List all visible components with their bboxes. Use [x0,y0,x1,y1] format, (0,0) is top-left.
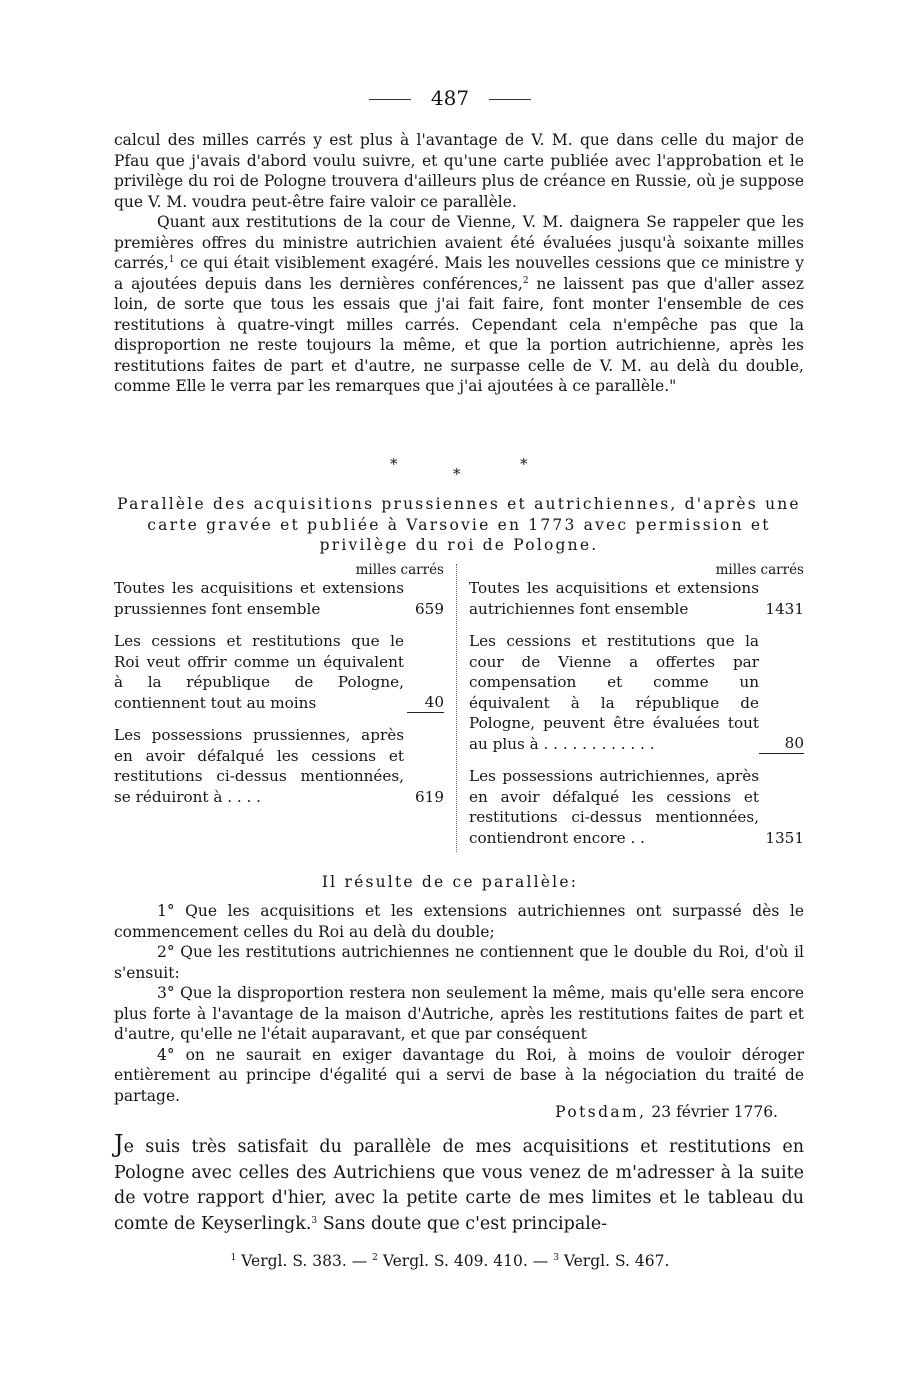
section-stars [0,455,900,483]
date: 23 février 1776. [651,1103,778,1121]
star-center: * [453,465,461,483]
prussian-column [114,562,444,816]
table-row: Toutes les acquisitions et extensions autrichiennes font ensemble 1431 [469,579,804,618]
header-rule-right [489,99,531,100]
parallel-title: Parallèle des acquisitions prussiennes et autrichiennes, d'après une carte gravée et publiée à Varsovie en 1773 avec permission et privilège du roi de Pologne. [117,495,801,554]
row-value: 619 [415,787,444,806]
column-divider [456,564,457,852]
unit-label: milles carrés [715,562,804,578]
footnote-ref-3: 3 [311,1215,318,1226]
page-number: 487 [430,86,470,110]
table-row: Toutes les acquisitions et extensions prussiennes font ensemble 659 [114,579,444,618]
star-right: * [520,455,528,473]
table-row: Les possessions autrichiennes, après en avoir défalqué les cessions et restitutions ci-dessus mentionnées, contiendront encore . . 1351 [469,767,804,847]
footnote-3: Vergl. S. 467. [563,1252,670,1270]
conclusion-item: 3° Que la disproportion restera non seulement la même, mais qu'elle sera encore plus forte à l'avantage de la maison d'Autriche, après les restitutions faites de part et d'autre, qu'elle ne l'était auparavant, et que par conséquent [114,984,804,1043]
footnote-separator: — [532,1252,549,1270]
place-date-line [114,1103,778,1121]
footnote-2: Vergl. S. 409. 410. [382,1252,528,1270]
row-value: 40 [407,692,444,714]
unit-label: milles carrés [355,562,444,578]
footnotes: $^1$ Vergl. S. 383. — $^2$ Vergl. S. 409. 410. — $^3$ Vergl. S. 467. [230,1252,670,1270]
star-left: * [390,455,398,473]
parallel-table [114,562,804,852]
footnote-ref-1: 1 [168,255,175,265]
row-value: 80 [759,733,804,755]
conclusion-item: 2° Que les restitutions autrichiennes ne contiennent que le double du Roi, d'où il s'ensuit: [114,943,804,982]
footnote-1: Vergl. S. 383. [241,1252,347,1270]
table-row: Les possessions prussiennes, après en avoir défalqué les cessions et restitutions ci-dessus mentionnées, se réduiront à . . . . 619 [114,726,444,806]
conclusion-item: 4° on ne saurait en exiger davantage du Roi, à moins de vouloir déroger entièrement au principe d'égalité qui a servi de base à la négociation du traité de partage. [114,1045,804,1105]
intro-paragraph-1: calcul des milles carrés y est plus à l'avantage de V. M. que dans celle du major de Pfau que j'avais d'abord voulu suivre, et qu'une carte publiée avec l'approbation et le privilège du roi de Pologne trouvera d'ailleurs plus de créance en Russie, où je suppose que V. M. voudra peut-être faire valoir ce parallèle. [114,131,804,211]
dropcap: J [114,1130,124,1158]
table-row: Les cessions et restitutions que la cour de Vienne a offertes par compensation et comme un équivalent à la république de Pologne, peuvent être évaluées tout au plus à . . . . . . . . . . . . 80 [469,632,804,753]
letter-text [114,1132,804,1237]
page-header [0,86,900,110]
result-title: Il résulte de ce parallèle: [321,873,579,891]
row-value: 1351 [765,828,804,847]
header-rule-left [369,99,411,100]
footnote-separator: — [351,1252,368,1270]
austrian-column [469,562,804,857]
conclusion-item: 1° Que les acquisitions et les extensions autrichiennes ont surpassé dès le commencement celles du Roi au delà du double; [114,902,804,941]
footnote-ref-2: 2 [522,275,529,286]
conclusions [114,901,804,1106]
row-value: 1431 [765,599,804,618]
table-row: Les cessions et restitutions que le Roi veut offrir comme un équivalent à la république de Pologne, contiennent tout au moins 40 [114,632,444,712]
place: Potsdam, [555,1103,647,1121]
intro-text [114,130,804,397]
row-value: 659 [415,599,444,618]
letter-paragraph: Je suis très satisfait du parallèle de mes acquisitions et restitutions en Pologne avec celles des Autrichiens que vous venez de m'adresser à la suite de votre rapport d'hier, avec la petite carte de mes limites et le tableau du comte de Keyserlingk.$^3$ Sans doute que c'est principale- [114,1130,804,1234]
intro-paragraph-2: Quant aux restitutions de la cour de Vienne, V. M. daignera Se rappeler que les premières offres du ministre autrichien avaient été évaluées jusqu'à soixante milles carrés,$^1$ ce qui était visiblement exagéré. Mais les nouvelles cessions que ce ministre y a ajoutées depuis dans les dernières conférences,$^2$ ne laissent pas que d'aller assez loin, de sorte que tous les essais que j'ai fait faire, font monter l'ensemble de ces restitutions à quatre-vingt milles carrés. Cependant cela n'empêche pas que la disproportion ne reste toujours la même, et que la portion autrichienne, après les restitutions faites de part et d'autre, ne surpasse celle de V. M. au delà du double, comme Elle le verra par les remarques que j'ai ajoutées à ce parallèle." [114,213,804,395]
